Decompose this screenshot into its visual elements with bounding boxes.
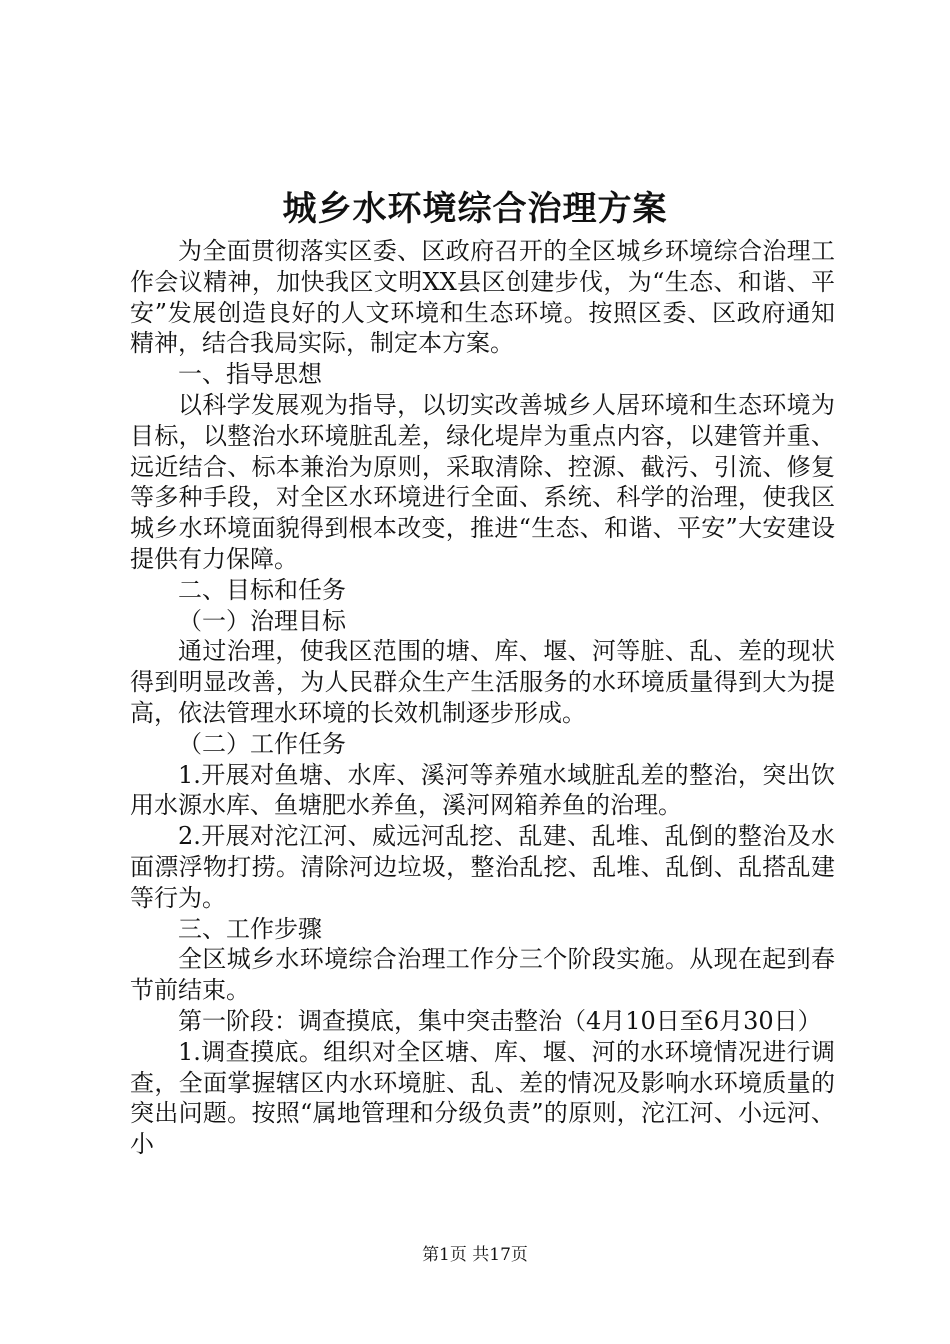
paragraph-guiding-ideology: 以科学发展观为指导，以切实改善城乡人居环境和生态环境为目标，以整治水环境脏乱差，绿化堤岸为重点内容，以建管并重、远近结合、标本兼治为原则，采取清除、控源、截污、引流、修复等多种手段，对全区水环境进行全面、系统、科学的治理，使我区城乡水环境面貌得到根本改变，推进“生态、和谐、平安”大安建设提供有力保障。 [130,390,835,573]
paragraph-intro: 为全面贯彻落实区委、区政府召开的全区城乡环境综合治理工作会议精神，加快我区文明XX县区创建步伐，为“生态、和谐、平安”发展创造良好的人文环境和生态环境。按照区委、区政府通知精神，结合我局实际，制定本方案。 [130,237,835,358]
heading-work-steps: 三、工作步骤 [178,914,322,943]
paragraph-governance-goal: 通过治理，使我区范围的塘、库、堰、河等脏、乱、差的现状得到明显改善，为人民群众生产生活服务的水环境质量得到大为提高，依法管理水环境的长效机制逐步形成。 [130,637,835,727]
paragraph-task-1: 1.开展对鱼塘、水库、溪河等养殖水域脏乱差的整治，突出饮用水源水库、鱼塘肥水养鱼，溪河网箱养鱼的治理。 [130,760,835,820]
paragraph-work-steps: 全区城乡水环境综合治理工作分三个阶段实施。从现在起到春节前结束。 [130,945,835,1005]
document-title: 城乡水环境综合治理方案 [282,189,668,229]
paragraph-task-2: 2.开展对沱江河、威远河乱挖、乱建、乱堆、乱倒的整治及水面漂浮物打捞。清除河边垃圾，整治乱挖、乱堆、乱倒、乱搭乱建等行为。 [130,822,835,912]
paragraph-phase-1: 第一阶段：调查摸底，集中突击整治（4月10日至6月30日） [178,1006,822,1035]
paragraph-phase-1-step-1: 1.调查摸底。组织对全区塘、库、堰、河的水环境情况进行调查，全面掌握辖区内水环境脏、乱、差的情况及影响水环境质量的突出问题。按照“属地管理和分级负责”的原则，沱江河、小远河、小 [130,1037,835,1159]
page-footer: 第1页 共17页 [422,1245,528,1265]
heading-goals-tasks: 二、目标和任务 [178,575,346,604]
heading-guiding-ideology: 一、指导思想 [178,360,322,389]
document-body [130,236,835,1160]
subheading-work-tasks: （二）工作任务 [178,729,346,758]
subheading-governance-goal: （一）治理目标 [178,606,346,635]
